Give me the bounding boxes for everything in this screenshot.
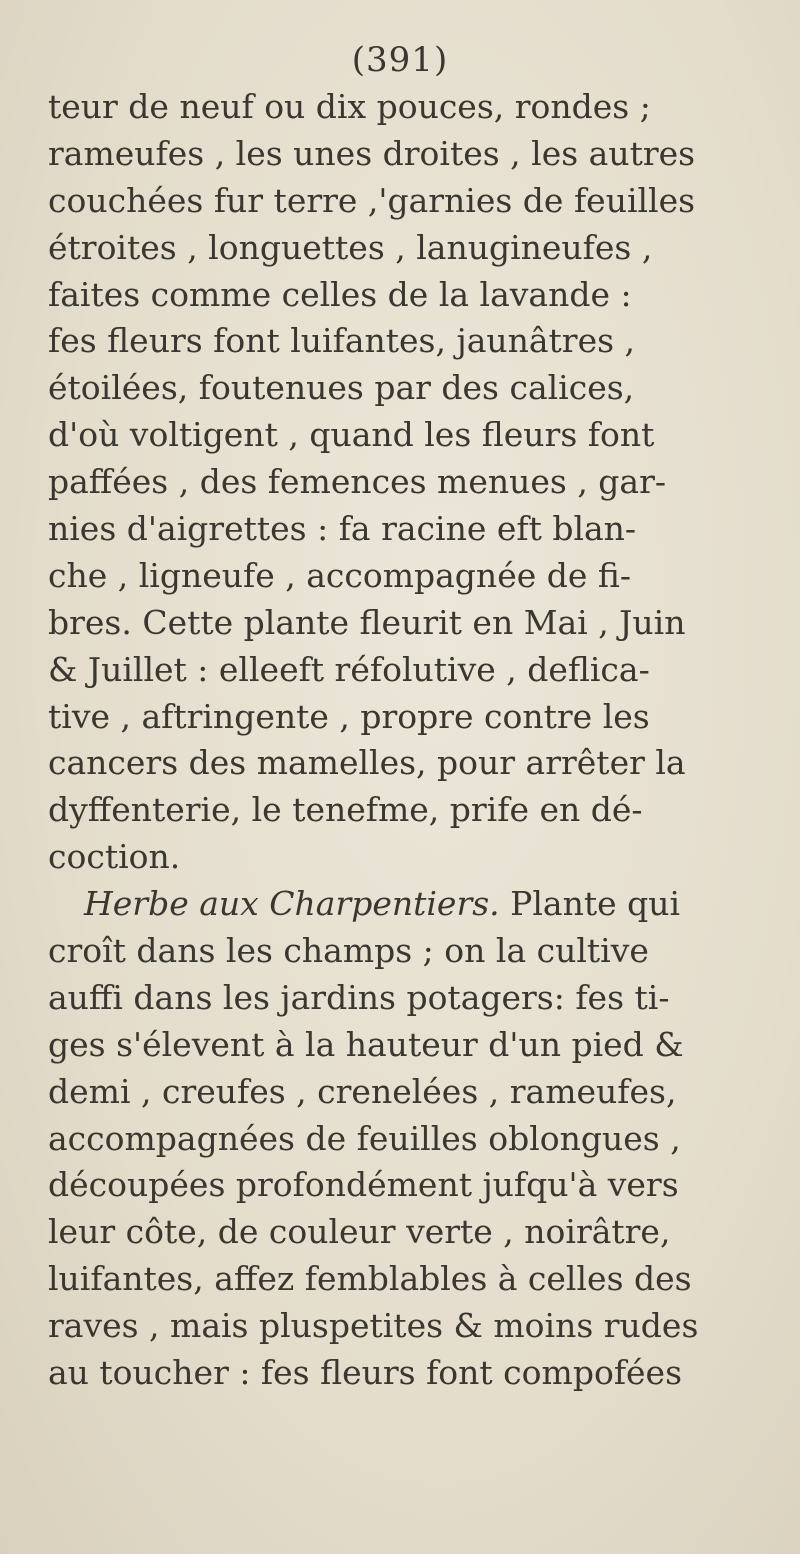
text-line: faites comme celles de la lavande : — [48, 274, 632, 314]
text-line: croît dans les champs ; on la cultive — [48, 931, 649, 971]
text-line: cancers des mamelles, pour arrêter la — [48, 743, 686, 783]
text-line: tive , aftringente , propre contre les — [48, 696, 650, 736]
page-body — [48, 84, 768, 1397]
text-line: auffi dans les jardins potagers: fes ti- — [48, 977, 670, 1017]
paragraph-start-line — [48, 881, 768, 928]
text-line: étroites , longuettes , lanugineufes , — [48, 227, 653, 267]
text-line: leur côte, de couleur verte , noirâtre, — [48, 1212, 671, 1252]
text-line: teur de neuf ou dix pouces, rondes ; — [48, 87, 651, 126]
text-line: bres. Cette plante fleurit en Mai , Juin — [48, 602, 686, 642]
text-line: raves , mais pluspetites & moins rudes — [48, 1306, 699, 1346]
text-line: fes fleurs font luifantes, jaunâtres , — [48, 321, 636, 361]
text-line: nies d'aigrettes : fa racine eft blan- — [48, 509, 637, 549]
text-line: luifantes, affez femblables à celles des — [48, 1259, 692, 1299]
text-line: che , ligneufe , accompagnée de fi- — [48, 555, 632, 595]
text-line: paffées , des femences menues , gar- — [48, 462, 667, 502]
text-line: découpées profondément jufqu'à vers — [48, 1165, 679, 1205]
page-number: (391) — [351, 40, 449, 80]
text-line: d'où voltigent , quand les fleurs font — [48, 415, 655, 455]
text-line: rameufes , les unes droites , les autres — [48, 133, 696, 173]
text-line: ges s'élevent à la hauteur d'un pied & — [48, 1024, 684, 1064]
text-line: couchées fur terre ,'garnies de feuilles — [48, 180, 696, 220]
text-line: étoilées, foutenues par des calices, — [48, 368, 635, 408]
text-line: coction. — [48, 837, 181, 877]
text-line: & Juillet : elleeft réfolutive , deflica- — [48, 649, 650, 689]
text-line: dyffenterie, le tenefme, prife en dé- — [48, 790, 643, 830]
text-line: accompagnées de feuilles oblongues , — [48, 1118, 681, 1158]
entry-title: Herbe aux Charpentiers. — [84, 884, 500, 924]
text-line: demi , creufes , crenelées , rameufes, — [48, 1071, 677, 1111]
text-line: au toucher : fes fleurs font compofées — [48, 1353, 683, 1393]
entry-title-rest: Plante qui — [499, 884, 681, 924]
